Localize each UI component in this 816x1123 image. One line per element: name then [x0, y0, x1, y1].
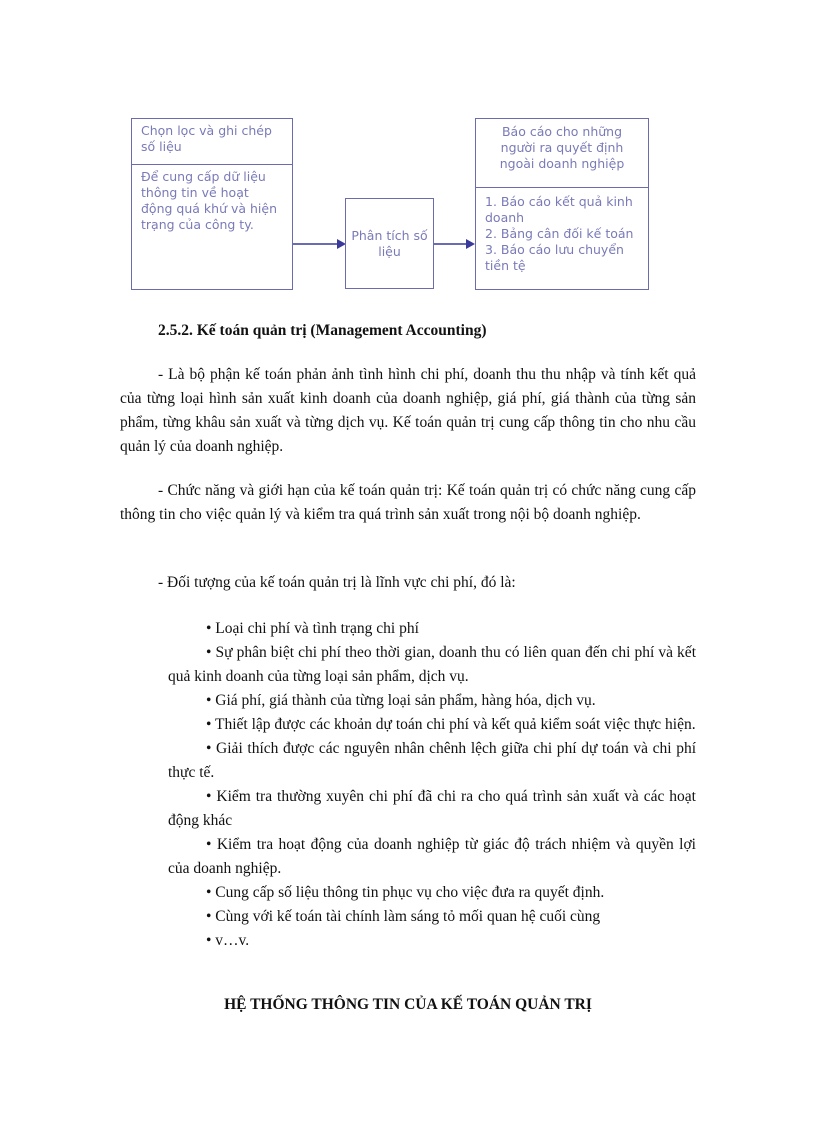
- right-box-item: 3. Báo cáo lưu chuyển tiền tệ: [485, 242, 624, 273]
- paragraph-definition: [120, 363, 696, 459]
- list-item: [168, 929, 696, 953]
- list-item: [168, 905, 696, 929]
- bullet-list: [168, 617, 696, 953]
- left-box-body: Để cung cấp dữ liệu thông tin về hoạt động quá khứ và hiện trạng của công ty.: [132, 164, 292, 237]
- arrow-middle-to-right: [434, 238, 476, 250]
- arrow-left-to-middle: [293, 238, 347, 250]
- list-item-text: • Cùng với kế toán tài chính làm sáng tỏ mối quan hệ cuối cùng: [206, 908, 601, 925]
- list-item-text: • Kiểm tra thường xuyên chi phí đã chi ra cho quá trình sản xuất và các hoạt động khác: [168, 788, 696, 829]
- left-box-title: Chọn lọc và ghi chép số liệu: [141, 123, 272, 154]
- list-item-text: • Loại chi phí và tình trạng chi phí: [206, 620, 419, 637]
- middle-box-label: Phân tích số liệu: [351, 227, 428, 259]
- list-item: [168, 641, 696, 689]
- list-item-text: • Giá phí, giá thành của từng loại sản phẩm, hàng hóa, dịch vụ.: [206, 692, 596, 709]
- diagram-right-box: [475, 118, 649, 290]
- list-item-text: • Giải thích được các nguyên nhân chênh lệch giữa chi phí dự toán và chi phí thực tế.: [168, 740, 696, 781]
- paragraph-text: - Là bộ phận kế toán phản ảnh tình hình chi phí, doanh thu thu nhập và tính kết quả của từng loại hình sản xuất kinh doanh của doanh nghiệp, giá phí, giá thành của từng sản phẩm, từng khâu sản xuất và từng dịch vụ. Kế toán quản trị cung cấp thông tin cho nhu cầu quản lý của doanh nghiệp.: [120, 366, 696, 455]
- diagram-middle-box: [345, 198, 434, 289]
- list-item: [168, 713, 696, 737]
- list-item-text: • Kiểm tra hoạt động của doanh nghiệp từ giác độ trách nhiệm và quyền lợi của doanh nghiệp.: [168, 836, 696, 877]
- list-item: [168, 833, 696, 881]
- list-item-text: • Cung cấp số liệu thông tin phục vụ cho việc đưa ra quyết định.: [206, 884, 605, 901]
- system-heading-text: HỆ THỐNG THÔNG TIN CỦA KẾ TOÁN QUẢN TRỊ: [224, 996, 592, 1013]
- list-item-text: • Sự phân biệt chi phí theo thời gian, doanh thu có liên quan đến chi phí và kết quả kinh doanh của từng loại sản phẩm, dịch vụ.: [168, 644, 696, 685]
- paragraph-function: [120, 479, 696, 527]
- paragraph-object: - Đối tượng của kế toán quản trị là lĩnh vực chi phí, đó là:: [158, 574, 516, 591]
- list-item: [168, 737, 696, 785]
- system-heading: [0, 993, 816, 1017]
- right-box-title: Báo cáo cho những người ra quyết định ngoài doanh nghiệp: [499, 124, 625, 171]
- list-item: [168, 689, 696, 713]
- list-item: [168, 881, 696, 905]
- paragraph-text: - Chức năng và giới hạn của kế toán quản trị: Kế toán quản trị có chức năng cung cấp thông tin cho việc quản lý và kiểm tra quá trình sản xuất trong nội bộ doanh nghiệp.: [120, 482, 696, 523]
- list-item: [168, 785, 696, 833]
- section-heading: 2.5.2. Kế toán quản trị (Management Accounting): [158, 322, 487, 339]
- list-item: [168, 617, 696, 641]
- right-box-item: 1. Báo cáo kết quả kinh doanh: [485, 194, 633, 225]
- right-box-item: 2. Bảng cân đối kế toán: [485, 226, 634, 241]
- list-item-text: • Thiết lập được các khoản dự toán chi phí và kết quả kiểm soát việc thực hiện.: [206, 716, 696, 733]
- list-item-text: • v…v.: [206, 932, 250, 949]
- diagram-left-box: [131, 118, 293, 290]
- right-box-list: [476, 187, 648, 278]
